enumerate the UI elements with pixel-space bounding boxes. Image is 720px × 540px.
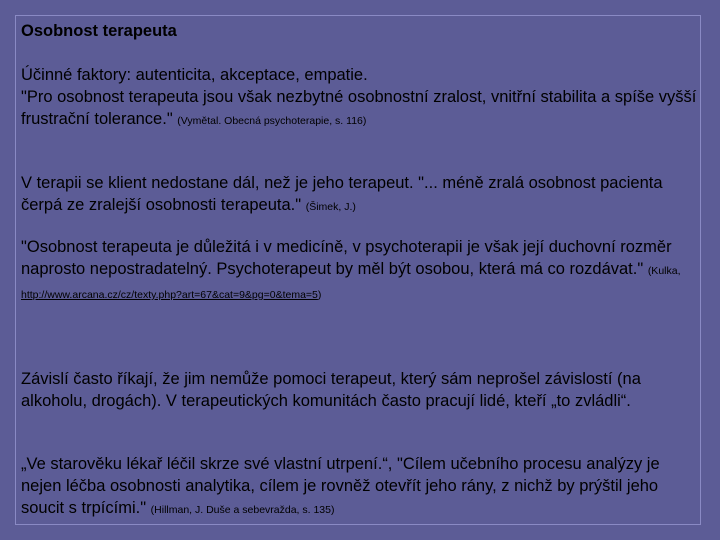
paragraph-simek bbox=[21, 172, 697, 218]
vymetal-quote bbox=[21, 86, 697, 132]
paragraph-hillman bbox=[21, 453, 697, 521]
kulka-citation-suffix: ) bbox=[317, 289, 322, 301]
simek-quote-text: V terapii se klient nedostane dál, než je jeho terapeut. "... méně zralá osobnost pacienta čerpá ze zralejší osobnosti terapeuta." bbox=[21, 174, 663, 214]
addicts-text: Závislí často říkají, že jim nemůže pomoci terapeut, který sám neprošel závislostí (na alkoholu, drogách). V terapeutických komunitách často pracují lidé, kteří „to zvládli“. bbox=[21, 370, 641, 410]
paragraph-addicts bbox=[21, 368, 697, 412]
vymetal-quote-text: "Pro osobnost terapeuta jsou však nezbytné osobnostní zralost, vnitřní stabilita a spíše vyšší frustrační tolerance." bbox=[21, 88, 697, 128]
hillman-citation: (Hillman, J. Duše a sebevražda, s. 135) bbox=[150, 504, 335, 516]
hillman-quote-text: „Ve starověku lékař léčil skrze své vlastní utrpení.“, "Cílem učebního procesu analýzy je nejen léčba osobnosti analytika, cílem je rovněž otevřít jeho rány, z nichž by prýštil jeho soucit s trpícími." bbox=[21, 455, 660, 517]
kulka-quote-text: "Osobnost terapeuta je důležitá i v medicíně, v psychoterapii je však její duchovní rozměr naprosto nepostradatelný. Psychoterapeut by měl být osobou, která má co rozdávat." bbox=[21, 238, 672, 278]
kulka-citation-prefix: (Kulka, bbox=[647, 265, 681, 277]
kulka-source-link[interactable]: http://www.arcana.cz/cz/texty.php?art=67&cat=9&pg=0&tema=5 bbox=[21, 289, 318, 301]
simek-citation: (Šimek, J.) bbox=[305, 201, 356, 213]
slide-title: Osobnost terapeuta bbox=[21, 22, 177, 40]
paragraph-kulka bbox=[21, 236, 697, 306]
paragraph-effective-factors bbox=[21, 64, 697, 132]
vymetal-citation: (Vymětal. Obecná psychoterapie, s. 116) bbox=[177, 115, 367, 127]
effective-factors-line: Účinné faktory: autenticita, akceptace, empatie. bbox=[21, 66, 368, 84]
